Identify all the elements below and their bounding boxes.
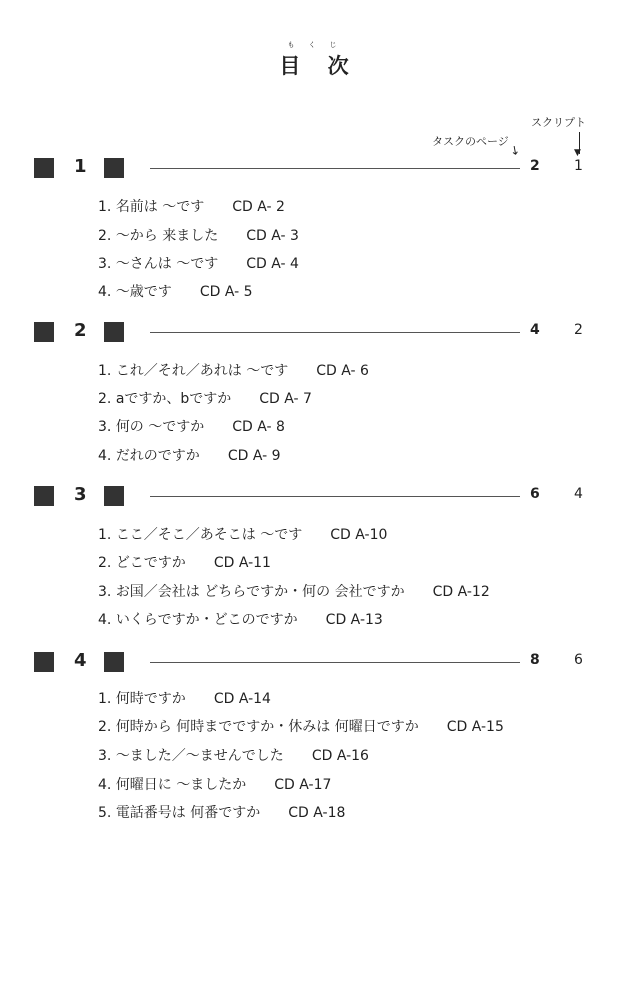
cd-track: CD A- 4 [246, 256, 299, 272]
list-item[interactable] [98, 804, 345, 822]
item-title: ～さんは ～です [115, 256, 219, 272]
item-number: 3. [98, 419, 112, 435]
page-title: 目 次 [279, 54, 359, 78]
lesson-marker-right [104, 322, 124, 342]
leader-line [150, 662, 520, 663]
item-title: 何曜日に ～ましたか [115, 777, 247, 793]
page-title-ruby: もくじ [287, 41, 351, 49]
item-number: 4. [98, 612, 112, 628]
item-number: 1. [98, 199, 112, 215]
item-number: 4. [98, 284, 112, 300]
item-number: 3. [98, 748, 112, 764]
cd-track: CD A-10 [330, 527, 388, 543]
down-arrow-icon: ▼ [574, 148, 581, 158]
item-title: だれのですか [115, 448, 200, 464]
lesson-marker-right [104, 486, 124, 506]
cd-track: CD A- 3 [246, 228, 299, 244]
item-number: 2. [98, 719, 112, 735]
item-number: 3. [98, 256, 112, 272]
leader-line [150, 496, 520, 497]
task-page: 4 [530, 322, 540, 338]
cd-track: CD A- 8 [232, 419, 285, 435]
list-item[interactable] [98, 418, 285, 436]
cd-track: CD A-14 [213, 691, 271, 707]
lesson-header-4 [34, 650, 594, 674]
item-title: ここ／そこ／あそこは ～です [115, 527, 303, 543]
lesson-marker-left [34, 158, 54, 178]
cd-track: CD A- 7 [259, 391, 312, 407]
item-number: 4. [98, 448, 112, 464]
lesson-header-1 [34, 156, 594, 180]
lesson-number: 4 [74, 650, 87, 671]
script-page: 4 [574, 486, 583, 502]
list-item[interactable] [98, 554, 271, 572]
cd-track: CD A- 5 [199, 284, 253, 300]
task-column-label: タスクのページ [432, 135, 509, 148]
list-item[interactable] [98, 198, 285, 216]
lesson-marker-right [104, 652, 124, 672]
item-title: これ／それ／あれは ～です [115, 363, 289, 379]
list-item[interactable] [98, 283, 253, 301]
list-item[interactable] [98, 776, 331, 794]
item-number: 1. [98, 363, 112, 379]
cd-track: CD A-16 [311, 748, 369, 764]
lesson-marker-left [34, 652, 54, 672]
cd-track: CD A-15 [446, 719, 504, 735]
item-title: aですか、bですか [115, 391, 232, 407]
item-title: いくらですか・どこのですか [115, 612, 298, 628]
list-item[interactable] [98, 526, 387, 544]
leader-line [150, 332, 520, 333]
item-number: 2. [98, 555, 112, 571]
item-number: 2. [98, 228, 112, 244]
script-page: 2 [574, 322, 583, 338]
item-title: 名前は ～です [115, 199, 205, 215]
item-title: どこですか [115, 555, 186, 571]
cd-track: CD A-12 [432, 584, 490, 600]
cd-track: CD A-13 [325, 612, 383, 628]
leader-line [150, 168, 520, 169]
cd-track: CD A-18 [288, 805, 346, 821]
item-number: 5. [98, 805, 112, 821]
list-item[interactable] [98, 362, 369, 380]
lesson-number: 1 [74, 156, 87, 177]
cd-track: CD A-17 [274, 777, 332, 793]
item-title: 何時から 何時までですか・休みは 何曜日ですか [115, 719, 419, 735]
list-item[interactable] [98, 690, 271, 708]
lesson-number: 3 [74, 484, 87, 505]
script-column-label: スクリプト [531, 116, 586, 129]
item-title: ～から 来ました [115, 228, 219, 244]
list-item[interactable] [98, 583, 490, 601]
task-page: 6 [530, 486, 540, 502]
list-item[interactable] [98, 255, 299, 273]
lesson-number: 2 [74, 320, 87, 341]
cd-track: CD A- 2 [232, 199, 285, 215]
item-title: 何時ですか [115, 691, 186, 707]
task-page: 8 [530, 652, 540, 668]
script-page: 6 [574, 652, 583, 668]
list-item[interactable] [98, 447, 281, 465]
item-number: 1. [98, 691, 112, 707]
list-item[interactable] [98, 390, 312, 408]
lesson-header-2 [34, 320, 594, 344]
item-number: 2. [98, 391, 112, 407]
list-item[interactable] [98, 747, 369, 765]
lesson-header-3 [34, 484, 594, 508]
lesson-marker-left [34, 322, 54, 342]
item-title: 何の ～ですか [115, 419, 205, 435]
item-title: ～歳です [115, 284, 172, 300]
item-title: 電話番号は 何番ですか [115, 805, 261, 821]
item-title: ～ました／～ませんでした [115, 748, 284, 764]
item-title: お国／会社は どちらですか・何の 会社ですか [115, 584, 405, 600]
item-number: 3. [98, 584, 112, 600]
script-page: 1 [574, 158, 583, 174]
list-item[interactable] [98, 227, 299, 245]
cd-track: CD A- 6 [316, 363, 369, 379]
cd-track: CD A- 9 [227, 448, 281, 464]
item-number: 4. [98, 777, 112, 793]
lesson-marker-left [34, 486, 54, 506]
task-page: 2 [530, 158, 540, 174]
list-item[interactable] [98, 718, 504, 736]
lesson-marker-right [104, 158, 124, 178]
item-number: 1. [98, 527, 112, 543]
list-item[interactable] [98, 611, 383, 629]
diagonal-arrow-icon: ↘ [506, 141, 524, 159]
cd-track: CD A-11 [213, 555, 271, 571]
